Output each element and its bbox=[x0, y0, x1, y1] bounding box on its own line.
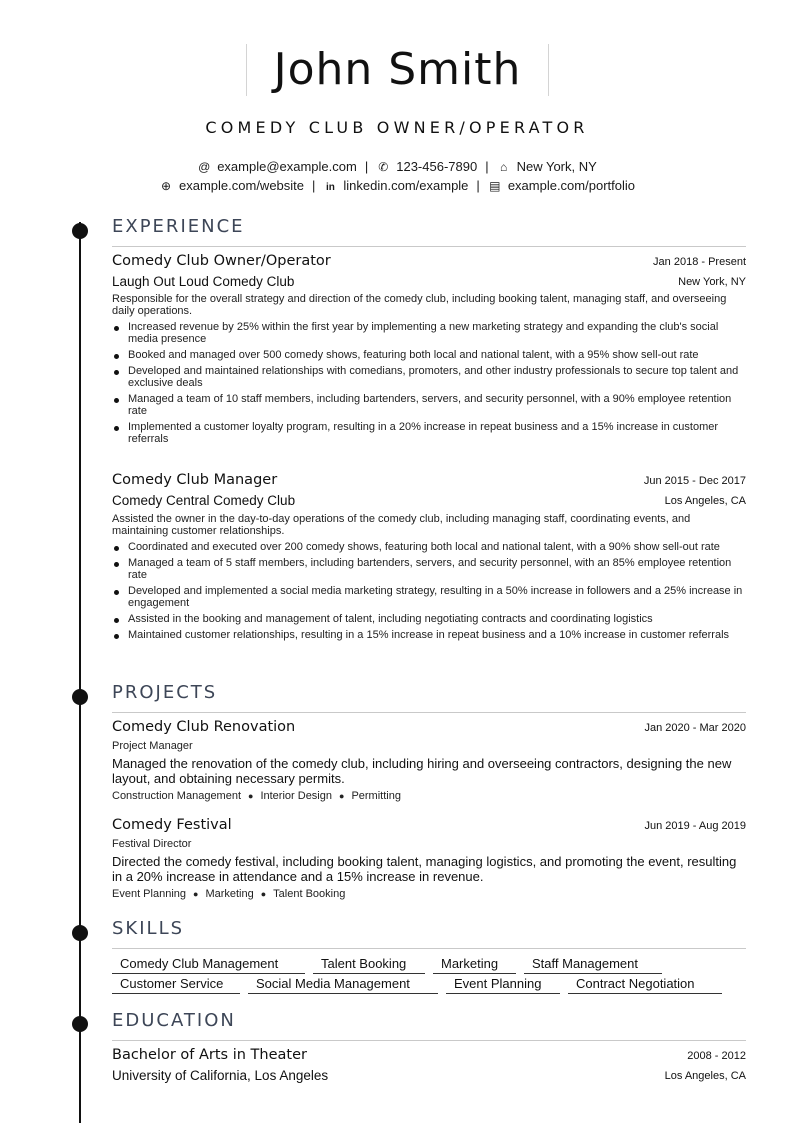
skill-tag: Comedy Club Management bbox=[112, 956, 305, 974]
list-item: Booked and managed over 500 comedy shows, featuring both local and national talent, with a 95% show sell-out rate bbox=[112, 349, 746, 361]
tag-separator: ● bbox=[193, 889, 199, 899]
contact-separator: | bbox=[485, 159, 489, 174]
skill-tag: Talent Booking bbox=[313, 956, 425, 974]
project-dates: Jun 2019 - Aug 2019 bbox=[644, 820, 746, 832]
list-item: Implemented a customer loyalty program, resulting in a 20% increase in repeat business and a 15% increase in customer referrals bbox=[112, 421, 746, 445]
job-dates: Jun 2015 - Dec 2017 bbox=[643, 475, 746, 487]
list-item: Managed a team of 5 staff members, including bartenders, servers, and security personnel, with an 85% employee retention rate bbox=[112, 557, 746, 581]
contact-location bbox=[497, 159, 597, 174]
job-dates: Jan 2018 - Present bbox=[653, 256, 746, 268]
section-rule bbox=[112, 1040, 746, 1041]
section-title-experience: EXPERIENCE bbox=[112, 216, 245, 237]
tag-separator: ● bbox=[339, 791, 345, 801]
project-role: Project Manager bbox=[112, 740, 193, 752]
education-location: Los Angeles, CA bbox=[664, 1070, 746, 1082]
contact-portfolio[interactable] bbox=[488, 178, 635, 193]
project-dates: Jan 2020 - Mar 2020 bbox=[644, 722, 746, 734]
list-item: Increased revenue by 25% within the first year by implementing a new marketing strategy and expanding the club's social media presence bbox=[112, 321, 746, 345]
project-tag: Marketing bbox=[205, 888, 254, 900]
website-text: example.com/website bbox=[179, 178, 305, 193]
project-tags bbox=[112, 790, 401, 802]
skill-tag: Contract Negotiation bbox=[568, 976, 722, 994]
degree: Bachelor of Arts in Theater bbox=[112, 1047, 307, 1063]
contact-phone[interactable] bbox=[376, 159, 477, 174]
job-bullets bbox=[112, 541, 746, 645]
location-text: New York, NY bbox=[516, 159, 597, 174]
phone-icon: ✆ bbox=[378, 160, 389, 174]
job-role: Comedy Club Owner/Operator bbox=[112, 253, 331, 269]
project-description: Managed the renovation of the comedy club, including hiring and overseeing contractors, designing the new layout, and obtaining necessary permits. bbox=[112, 756, 732, 786]
at-icon: @ bbox=[198, 160, 211, 174]
school: University of California, Los Angeles bbox=[112, 1068, 329, 1083]
tag-separator: ● bbox=[248, 791, 254, 801]
list-item: Coordinated and executed over 200 comedy shows, featuring both local and national talent, with a 90% show sell-out rate bbox=[112, 541, 746, 553]
timeline-dot-education bbox=[72, 1016, 88, 1032]
job-role: Comedy Club Manager bbox=[112, 472, 278, 488]
linkedin-text: linkedin.com/example bbox=[343, 178, 469, 193]
skill-tag: Marketing bbox=[433, 956, 516, 974]
project-tag: Permitting bbox=[351, 790, 401, 802]
education-dates: 2008 - 2012 bbox=[687, 1050, 746, 1062]
section-rule bbox=[112, 948, 746, 949]
project-role: Festival Director bbox=[112, 838, 192, 850]
project-tag: Interior Design bbox=[260, 790, 332, 802]
job-company: Laugh Out Loud Comedy Club bbox=[112, 274, 295, 289]
contact-separator: | bbox=[476, 178, 480, 193]
skill-tag: Customer Service bbox=[112, 976, 240, 994]
portfolio-text: example.com/portfolio bbox=[507, 178, 635, 193]
section-title-education: EDUCATION bbox=[112, 1010, 236, 1031]
timeline-dot-skills bbox=[72, 925, 88, 941]
job-location: Los Angeles, CA bbox=[664, 495, 746, 507]
contact-row-1 bbox=[0, 159, 794, 174]
portfolio-icon: ▤ bbox=[489, 179, 501, 193]
contact-website[interactable] bbox=[159, 178, 304, 193]
project-tag: Talent Booking bbox=[273, 888, 346, 900]
section-title-projects: PROJECTS bbox=[112, 682, 218, 703]
job-location: New York, NY bbox=[678, 276, 746, 288]
skill-tag: Social Media Management bbox=[248, 976, 438, 994]
contact-separator: | bbox=[364, 159, 369, 174]
list-item: Developed and maintained relationships with comedians, promoters, and other industry professionals to secure top talent and exclusive deals bbox=[112, 365, 746, 389]
project-name: Comedy Club Renovation bbox=[112, 719, 296, 735]
project-tags bbox=[112, 888, 345, 900]
section-rule bbox=[112, 246, 746, 247]
contact-email[interactable] bbox=[197, 159, 357, 174]
email-text: example@example.com bbox=[217, 159, 357, 174]
section-title-skills: SKILLS bbox=[112, 918, 185, 939]
tag-separator: ● bbox=[260, 889, 267, 899]
list-item: Maintained customer relationships, resulting in a 15% increase in repeat business and a 10% increase in customer referrals bbox=[112, 629, 746, 641]
job-summary: Assisted the owner in the day-to-day operations of the comedy club, including managing staff, coordinating events, and maintaining customer relationships. bbox=[112, 513, 691, 537]
project-name: Comedy Festival bbox=[112, 817, 232, 833]
timeline-dot-projects bbox=[72, 689, 88, 705]
contact-separator: | bbox=[312, 178, 316, 193]
home-icon: ⌂ bbox=[499, 160, 508, 174]
skill-tag: Event Planning bbox=[446, 976, 560, 994]
contact-row-2 bbox=[0, 178, 794, 193]
job-company: Comedy Central Comedy Club bbox=[112, 493, 296, 508]
list-item: Assisted in the booking and management of talent, including negotiating contracts and coordinating logistics bbox=[112, 613, 746, 625]
phone-text: 123-456-7890 bbox=[396, 159, 478, 174]
list-item: Managed a team of 10 staff members, including bartenders, servers, and security personnel, with a 90% employee retention rate bbox=[112, 393, 746, 417]
project-tag: Construction Management bbox=[112, 790, 242, 802]
timeline-dot-experience bbox=[72, 223, 88, 239]
job-summary: Responsible for the overall strategy and direction of the comedy club, including booking talent, managing staff, and overseeing daily operations. bbox=[112, 293, 727, 317]
list-item: Developed and implemented a social media marketing strategy, resulting in a 50% increase in followers and a 25% increase in engagement bbox=[112, 585, 746, 609]
name-frame bbox=[246, 44, 549, 96]
section-rule bbox=[112, 712, 746, 713]
contact-linkedin[interactable] bbox=[323, 178, 468, 193]
candidate-name: John Smith bbox=[273, 44, 522, 95]
linkedin-icon: in bbox=[325, 182, 335, 193]
timeline-line bbox=[79, 222, 81, 1123]
job-title: COMEDY CLUB OWNER/OPERATOR bbox=[205, 118, 589, 137]
project-description: Directed the comedy festival, including booking talent, managing logistics, and promoting the event, resulting in a 20% increase in attendance and a 15% increase in revenue. bbox=[112, 854, 737, 884]
skill-tag: Staff Management bbox=[524, 956, 662, 974]
globe-icon: ⊕ bbox=[160, 179, 172, 193]
job-bullets bbox=[112, 321, 746, 449]
project-tag: Event Planning bbox=[112, 888, 186, 900]
